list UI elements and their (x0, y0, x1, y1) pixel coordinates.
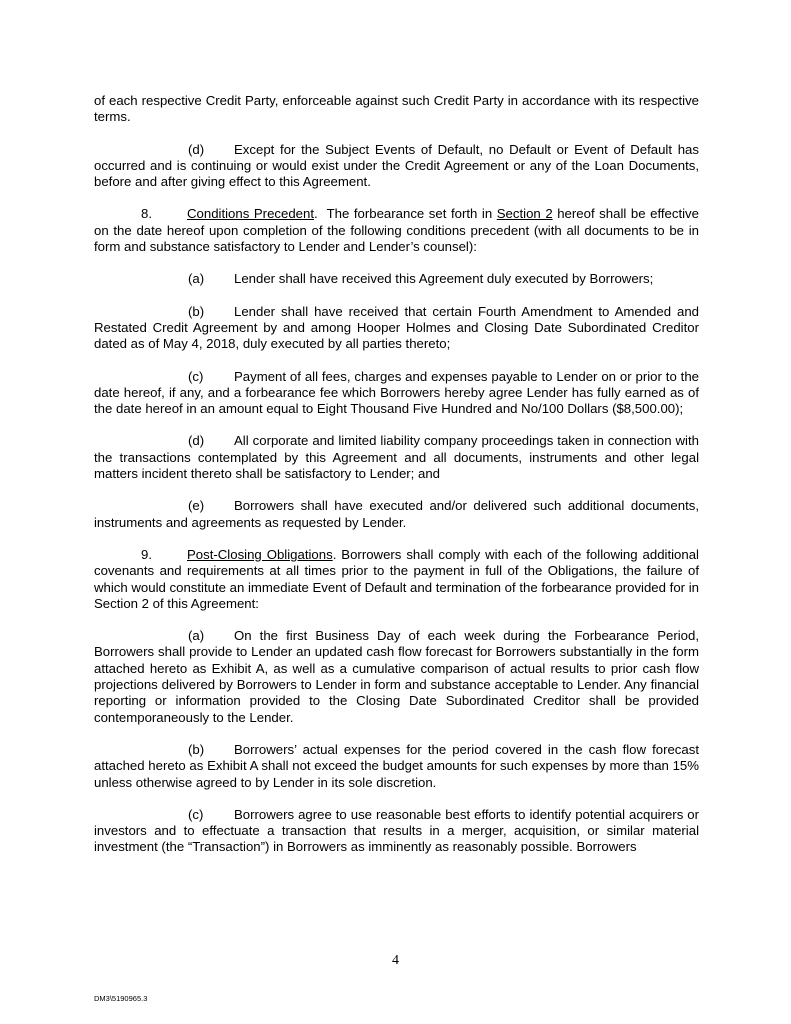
paragraph-text: Borrowers agree to use reasonable best efforts to identify potential acquirers or investors and to effectuate a transaction that results in a merger, acquisition, or similar material investment (the “Transaction”) in Borrowers as imminently as reasonably possible. Borrowers (94, 806, 699, 855)
paragraph-9a (94, 628, 699, 726)
paragraph-text: Borrowers shall have executed and/or delivered such additional documents, instruments and agreements as requested by Lender. (94, 498, 699, 530)
section-9-paragraph (94, 547, 699, 612)
section-text-part: Borrowers shall comply with each of the following additional covenants and requirements at all times prior to the payment in full of the Obligations, the failure of which would constitute an immediate Event of Default and termination of the forbearance provided for in Section 2 of this Agreement: (94, 546, 699, 611)
section-number: 8. (141, 206, 152, 222)
paragraph-label: (c) (188, 368, 204, 384)
paragraph-label: (c) (188, 806, 204, 822)
paragraph-text: Lender shall have received this Agreement duly executed by Borrowers; (234, 271, 654, 287)
paragraph-text: Lender shall have received that certain Fourth Amendment to Amended and Restated Credit Agreement by and among Hooper Holmes and Closing Date Subordinated Creditor dated as of May 4, 2018, duly executed by all parties thereto; (94, 303, 699, 352)
section-text-part: hereof shall be effective on the date hereof upon completion of the following conditions precedent (with all documents to be in form and substance satisfactory to Lender and Lender’s counsel): (94, 206, 699, 255)
paragraph-9c (94, 807, 699, 856)
page-number: 4 (392, 953, 399, 968)
document-body (94, 93, 699, 872)
paragraph-8d (94, 433, 699, 482)
section-heading: Conditions Precedent (187, 206, 314, 222)
paragraph-label: (d) (188, 433, 205, 449)
paragraph-9b (94, 742, 699, 791)
heading-punctuation: . (314, 206, 318, 222)
paragraph-label: (b) (188, 741, 205, 757)
heading-punctuation: . (332, 546, 337, 562)
section-text-part: The forbearance set forth in (317, 206, 497, 222)
paragraph-text: All corporate and limited liability company proceedings taken in connection with the transactions contemplated by this Agreement and all documents, instruments and other legal matters incident thereto shall be satisfactory to Lender; and (94, 433, 699, 482)
paragraph-8e (94, 498, 699, 531)
paragraph-label: (b) (188, 303, 205, 319)
section-heading: Post-Closing Obligations (187, 546, 333, 562)
paragraph-label: (a) (188, 628, 205, 644)
section-2-reference: Section 2 (496, 206, 553, 222)
document-code: DM3\5190965.3 (94, 994, 148, 1003)
paragraph-label: (e) (188, 498, 205, 514)
paragraph-text: Payment of all fees, charges and expenses payable to Lender on or prior to the date hereof, if any, and a forbearance fee which Borrowers hereby agree Lender has fully earned as of the date hereof in an amount equal to Eight Thousand Five Hundred and No/100 Dollars ($8,500.00); (94, 368, 699, 417)
section-number: 9. (141, 546, 152, 562)
section-8-paragraph (94, 206, 699, 255)
paragraph-text: Borrowers’ actual expenses for the period covered in the cash flow forecast attached hereto as Exhibit A shall not exceed the budget amounts for such expenses by more than 15% unless otherwise agreed to by Lender in its sole discretion. (94, 741, 699, 790)
paragraph-label: (d) (188, 141, 205, 157)
paragraph-7d (94, 142, 699, 191)
paragraph-8c (94, 369, 699, 418)
paragraph-text: On the first Business Day of each week during the Forbearance Period, Borrowers shall provide to Lender an updated cash flow forecast for Borrowers substantially in the form attached hereto as Exhibit A, as well as a cumulative comparison of actual results to prior cash flow projections delivered by Borrowers to Lender in form and substance acceptable to Lender. Any financial reporting or information provided to the Closing Date Subordinated Creditor shall be provided contemporaneously to the Lender. (94, 628, 699, 725)
paragraph-8a (94, 271, 699, 287)
paragraph-8b (94, 304, 699, 353)
paragraph-text: Except for the Subject Events of Default, no Default or Event of Default has occurred and is continuing or would exist under the Credit Agreement or any of the Loan Documents, before and after giving effect to this Agreement. (94, 141, 699, 190)
intro-paragraph: of each respective Credit Party, enforceable against such Credit Party in accordance with its respective terms. (94, 93, 699, 125)
paragraph-label: (a) (188, 271, 205, 287)
